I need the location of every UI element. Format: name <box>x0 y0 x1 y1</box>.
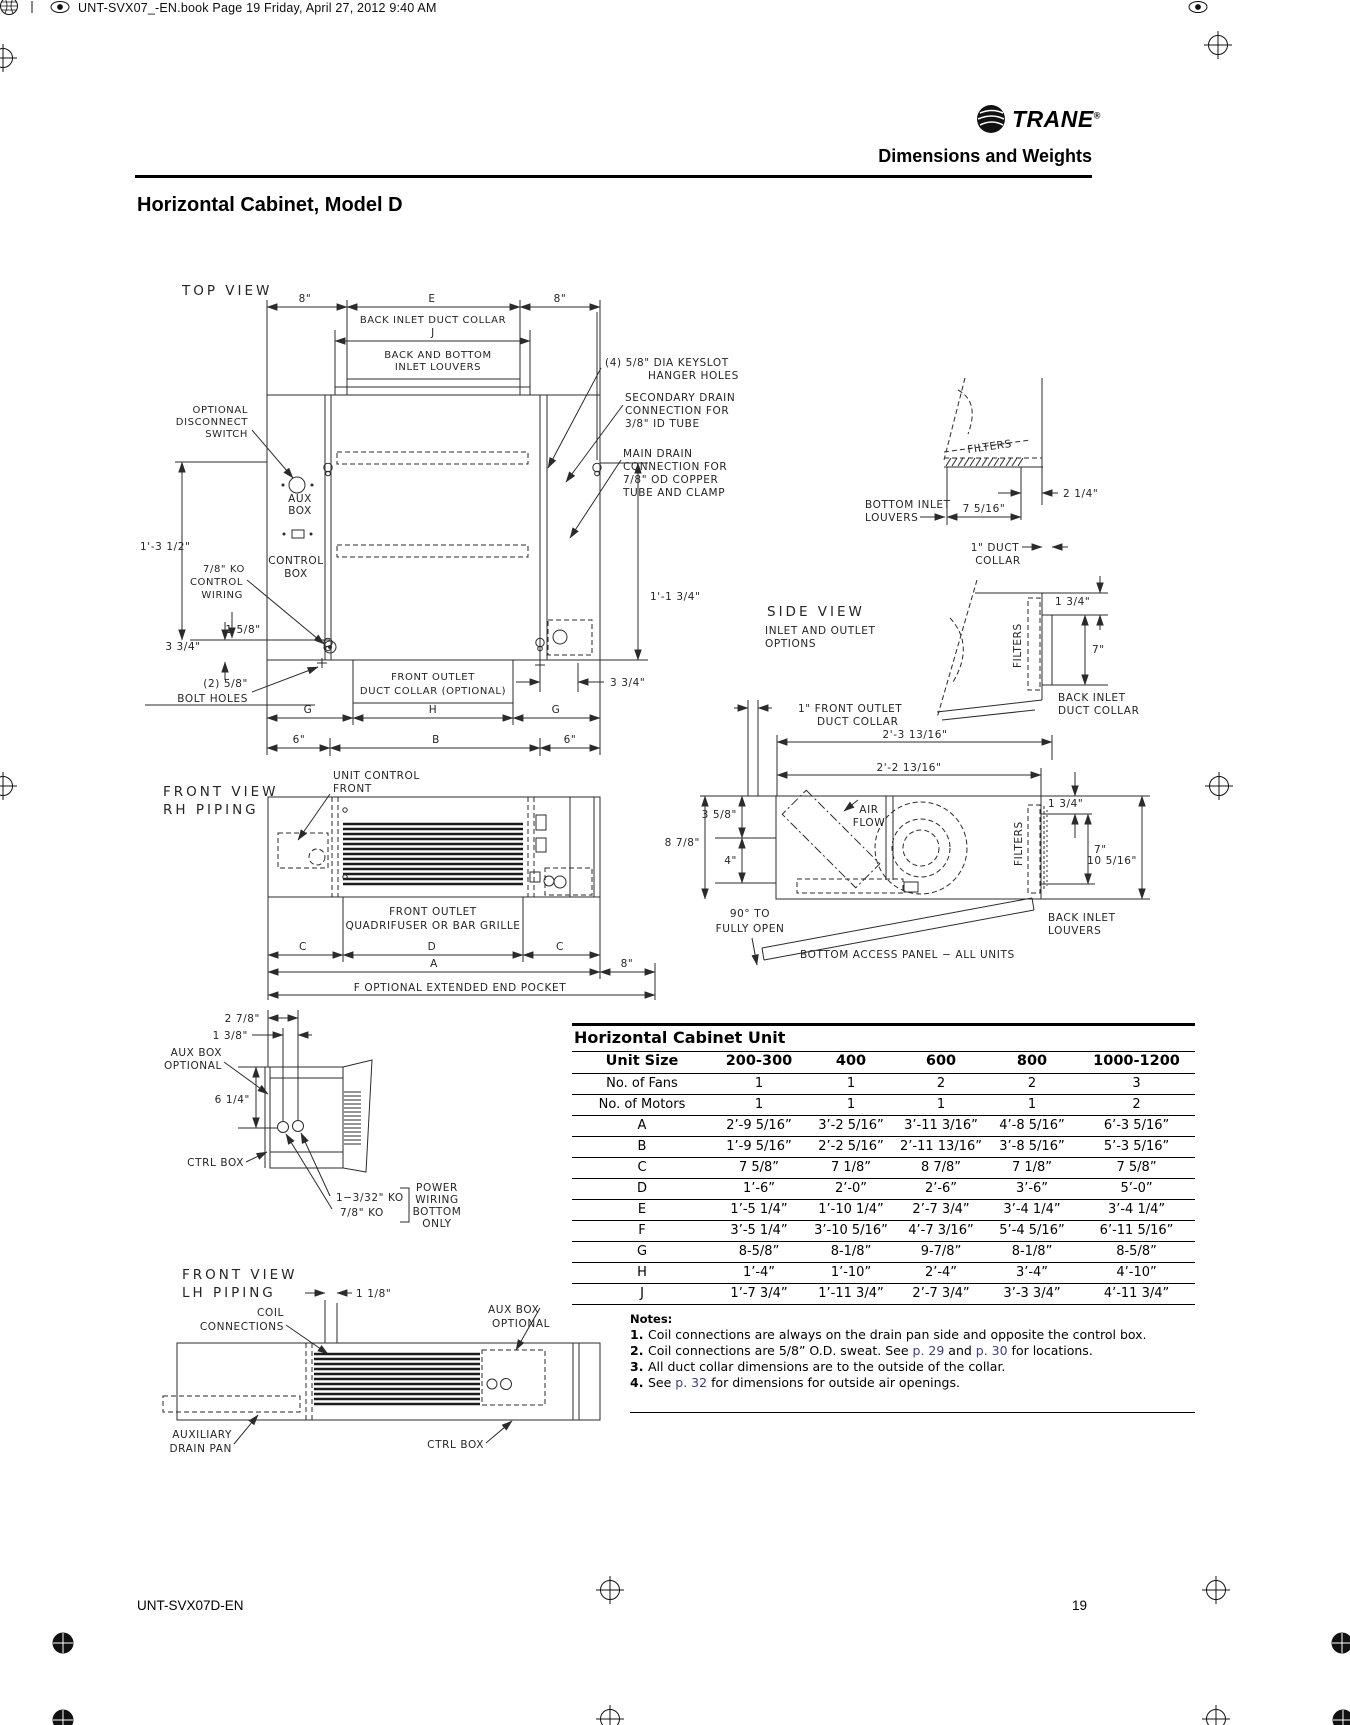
registration-mark-icon <box>1204 31 1232 59</box>
bottom-inlet-louvers-label: LOUVERS <box>865 512 919 524</box>
side-view-title: SIDE VIEW <box>767 604 865 620</box>
page-number: 19 <box>1072 1598 1088 1613</box>
table-row <box>572 1158 1195 1179</box>
back-inlet-duct-collar-label: BACK INLET DUCT COLLAR <box>359 315 507 326</box>
table-row <box>572 1074 1195 1095</box>
top-view-drawing <box>140 283 739 756</box>
dimensions-table <box>572 1023 1195 1305</box>
ko-control-wiring-label: CONTROL <box>189 577 243 588</box>
registration-mark-icon <box>1202 1705 1230 1725</box>
registration-mark-icon <box>0 44 17 72</box>
table-cell: 5’-0” <box>1078 1179 1195 1200</box>
dim-label: 7 5/16" <box>962 503 1006 515</box>
row-label: No. of Motors <box>572 1095 712 1116</box>
note-text: See <box>648 1374 676 1390</box>
dim-label: 4" <box>724 855 737 867</box>
power-wiring-label: POWER <box>416 1182 458 1194</box>
table-row <box>572 1095 1195 1116</box>
table-cell: 1 <box>712 1095 806 1116</box>
note-item <box>630 1375 1195 1391</box>
page-link[interactable]: p. 32 <box>675 1374 708 1390</box>
table-cell: 1’-11 3/4” <box>806 1284 896 1305</box>
note-text: All duct collar dimensions are to the outside of the collar. <box>648 1358 1006 1374</box>
registration-mark-icon <box>596 1705 624 1725</box>
dim-label: 2'-3 13/16" <box>882 729 948 741</box>
table-cell: 7 1/8” <box>986 1158 1078 1179</box>
table-cell: 3’-4 1/4” <box>1078 1200 1195 1221</box>
table-cell: 2’-7 3/4” <box>896 1284 986 1305</box>
table-title: Horizontal Cabinet Unit <box>572 1025 1195 1052</box>
dim-label: 10 5/16" <box>1087 855 1137 867</box>
optional-disconnect-label: OPTIONAL <box>192 405 248 416</box>
page-title: Horizontal Cabinet, Model D <box>137 194 403 216</box>
bottom-access-panel-label: BOTTOM ACCESS PANEL − ALL UNITS <box>800 949 1015 961</box>
table-cell: 2 <box>1078 1095 1195 1116</box>
table-cell: 3’-3 3/4” <box>986 1284 1078 1305</box>
row-label: J <box>572 1284 712 1305</box>
back-bottom-louvers-label: BACK AND BOTTOM <box>384 350 492 361</box>
knockout-label: 7/8" KO <box>340 1207 384 1219</box>
column-header: 200-300 <box>712 1052 806 1074</box>
ctrl-box-label: CTRL BOX <box>427 1439 484 1451</box>
page-link[interactable]: p. 29 <box>912 1342 945 1358</box>
table-cell: 8-1/8” <box>806 1242 896 1263</box>
power-wiring-label: ONLY <box>422 1218 452 1230</box>
row-label: C <box>572 1158 712 1179</box>
table-row <box>572 1263 1195 1284</box>
dim-label: 2 7/8" <box>224 1013 260 1025</box>
front-outlet-grille-label: FRONT OUTLET <box>389 906 477 918</box>
table-cell: 2’-6” <box>896 1179 986 1200</box>
dim-label: 1'-1 3/4" <box>650 591 701 603</box>
power-wiring-label: WIRING <box>415 1194 459 1206</box>
table-cell: 8-5/8” <box>1078 1242 1195 1263</box>
dim-label: B <box>432 734 440 746</box>
side-view-subtitle: INLET AND OUTLET <box>765 625 876 637</box>
column-header: 400 <box>806 1052 896 1074</box>
filters-label: FILTERS <box>1013 821 1025 866</box>
coil-connections-label: COIL <box>257 1307 284 1319</box>
table-cell: 4’-8 5/16” <box>986 1116 1078 1137</box>
note-number: 1. <box>630 1326 644 1342</box>
table-cell: 3’-8 5/16” <box>986 1137 1078 1158</box>
dim-label: D <box>427 941 437 953</box>
main-drain-label: TUBE AND CLAMP <box>623 487 726 499</box>
registration-mark-icon <box>1333 1710 1350 1725</box>
table-cell: 1’-7 3/4” <box>712 1284 806 1305</box>
registration-mark-icon <box>1205 772 1233 800</box>
side-view-lower-drawing <box>665 700 1150 965</box>
dim-label: 1 3/4" <box>1048 798 1084 810</box>
bolt-holes-label: BOLT HOLES <box>177 693 248 705</box>
dim-label: 6" <box>292 734 306 746</box>
table-row <box>572 1221 1195 1242</box>
dim-label: 8 7/8" <box>664 837 700 849</box>
bolt-holes-label: (2) 5/8" <box>203 678 248 690</box>
auxiliary-drain-pan-label: AUXILIARY <box>172 1429 232 1441</box>
main-drain-label: 7/8" OD COPPER <box>623 474 719 486</box>
table-cell: 8 7/8” <box>896 1158 986 1179</box>
dim-label: G <box>551 704 561 716</box>
ctrl-box-label: CTRL BOX <box>187 1157 244 1169</box>
table-cell: 2 <box>986 1074 1078 1095</box>
row-label: A <box>572 1116 712 1137</box>
coil-connections-label: CONNECTIONS <box>199 1321 284 1333</box>
table-cell: 3’-4” <box>986 1263 1078 1284</box>
door-open-label: FULLY OPEN <box>715 923 785 935</box>
control-box-label: CONTROL <box>268 555 324 567</box>
note-item <box>630 1327 1195 1343</box>
dim-label: 7" <box>1092 644 1105 656</box>
dim-label: F OPTIONAL EXTENDED END POCKET <box>353 982 567 994</box>
air-flow-label: FLOW <box>852 817 886 829</box>
table-cell: 1 <box>806 1074 896 1095</box>
row-label: E <box>572 1200 712 1221</box>
table-cell: 2’-2 5/16” <box>806 1137 896 1158</box>
back-inlet-duct-collar-label: BACK INLET <box>1058 692 1126 704</box>
notes-rule <box>630 1412 1195 1413</box>
table-cell: 1 <box>986 1095 1078 1116</box>
front-outlet-grille-label: QUADRIFUSER OR BAR GRILLE <box>345 920 521 932</box>
door-open-label: 90° TO <box>729 908 771 920</box>
dim-label: 3 3/4" <box>610 677 646 689</box>
dim-label: 1 3/4" <box>1055 596 1091 608</box>
column-header: 1000-1200 <box>1078 1052 1195 1074</box>
dim-label: C <box>556 941 564 953</box>
back-inlet-duct-collar-label: DUCT COLLAR <box>1058 705 1140 717</box>
note-text: for dimensions for outside air openings. <box>707 1374 960 1390</box>
brand-wordmark <box>1012 106 1101 133</box>
notes-title: Notes: <box>630 1312 673 1326</box>
brand-name: TRANE <box>1012 106 1094 132</box>
keyslot-hanger-holes-label: HANGER HOLES <box>648 370 739 382</box>
registration-mark-icon <box>0 772 17 800</box>
dim-label: E <box>428 293 436 305</box>
filters-label: FILTERS <box>966 437 1013 457</box>
front-outlet-collar-label: DUCT COLLAR (OPTIONAL) <box>359 686 507 697</box>
document-number: UNT-SVX07D-EN <box>137 1598 244 1613</box>
column-header: Unit Size <box>572 1052 712 1074</box>
top-view-title: TOP VIEW <box>182 283 273 299</box>
front-outlet-duct-collar-label: 1" FRONT OUTLET <box>798 703 903 715</box>
note-number: 3. <box>630 1358 644 1374</box>
column-header: 600 <box>896 1052 986 1074</box>
table-cell: 4’-10” <box>1078 1263 1195 1284</box>
side-view-subtitle: OPTIONS <box>765 638 817 650</box>
knockout-label: 1−3/32" KO <box>336 1192 404 1204</box>
row-label: H <box>572 1263 712 1284</box>
table-cell: 3’-5 1/4” <box>712 1221 806 1242</box>
table-cell: 5’-4 5/16” <box>986 1221 1078 1242</box>
table-cell: 6’-3 5/16” <box>1078 1116 1195 1137</box>
table-cell: 7 5/8” <box>712 1158 806 1179</box>
table-cell: 7 5/8” <box>1078 1158 1195 1179</box>
column-header: 800 <box>986 1052 1078 1074</box>
optional-disconnect-label: DISCONNECT <box>175 417 248 428</box>
table-cell: 2’-9 5/16” <box>712 1116 806 1137</box>
secondary-drain-label: 3/8" ID TUBE <box>625 418 700 430</box>
aux-box-optional-label: AUX BOX <box>170 1047 222 1059</box>
dim-label: 8" <box>553 293 567 305</box>
table-cell: 8-5/8” <box>712 1242 806 1263</box>
filters-label: FILTERS <box>1012 623 1024 668</box>
table-row <box>572 1137 1195 1158</box>
row-label: B <box>572 1137 712 1158</box>
dim-label: 1 1/8" <box>356 1288 392 1300</box>
heading-rule <box>135 175 1092 178</box>
dim-label: 7" <box>1094 844 1107 856</box>
aux-box-optional-label: OPTIONAL <box>492 1318 551 1330</box>
dim-label: 2'-2 13/16" <box>876 762 942 774</box>
note-number: 4. <box>630 1374 644 1390</box>
registration-mark-icon <box>53 1633 73 1653</box>
aux-box-optional-label: OPTIONAL <box>163 1060 222 1072</box>
table-cell: 1’-6” <box>712 1179 806 1200</box>
table-cell: 1 <box>806 1095 896 1116</box>
table-cell: 2’-7 3/4” <box>896 1200 986 1221</box>
registration-mark-icon <box>596 1576 624 1604</box>
page-link[interactable]: p. 30 <box>975 1342 1008 1358</box>
table-row <box>572 1116 1195 1137</box>
front-view-rh-title: FRONT VIEW <box>163 784 279 800</box>
note-text: for locations. <box>1007 1342 1093 1358</box>
front-view-lh-title: FRONT VIEW <box>182 1267 298 1283</box>
dim-label: A <box>430 958 438 970</box>
table-cell: 1 <box>712 1074 806 1095</box>
aux-box-optional-label: AUX BOX <box>488 1304 540 1316</box>
control-box-label: BOX <box>284 568 308 580</box>
back-inlet-louvers-label: BACK INLET <box>1048 912 1116 924</box>
trane-logo-icon <box>977 105 1005 133</box>
front-outlet-duct-collar-label: DUCT COLLAR <box>817 716 899 728</box>
table-cell: 7 1/8” <box>806 1158 896 1179</box>
registered-mark: ® <box>1093 110 1101 121</box>
table-row <box>572 1200 1195 1221</box>
table-row <box>572 1284 1195 1305</box>
note-text: and <box>944 1342 976 1358</box>
unit-control-label: UNIT CONTROL <box>333 770 420 782</box>
table-row <box>572 1179 1195 1200</box>
front-view-rh-drawing <box>163 770 655 1000</box>
side-view-drawing <box>765 542 1139 720</box>
filter-detail-drawing <box>865 378 1098 525</box>
registration-mark-icon <box>1332 1633 1350 1653</box>
back-bottom-louvers-label: INLET LOUVERS <box>394 362 482 373</box>
aux-box-label: BOX <box>288 505 312 517</box>
table-cell: 6’-11 5/16” <box>1078 1221 1195 1242</box>
dim-label: 3 5/8" <box>701 809 737 821</box>
table-cell: 1’-5 1/4” <box>712 1200 806 1221</box>
front-view-lh-title: LH PIPING <box>182 1285 276 1301</box>
table-cell: 4’-11 3/4” <box>1078 1284 1195 1305</box>
registration-mark-icon <box>1202 1576 1230 1604</box>
duct-collar-label: 1" DUCT <box>970 542 1020 554</box>
note-number: 2. <box>630 1342 644 1358</box>
eye-printer-mark-icon <box>1189 2 1207 13</box>
note-item <box>630 1343 1195 1359</box>
table-cell: 3 <box>1078 1074 1195 1095</box>
secondary-drain-label: CONNECTION FOR <box>625 405 730 417</box>
table-cell: 1’-10 1/4” <box>806 1200 896 1221</box>
dim-label: 6" <box>563 734 577 746</box>
dim-label: 8" <box>620 958 634 970</box>
note-text: Coil connections are 5/8” O.D. sweat. See <box>648 1342 913 1358</box>
table-cell: 9-7/8” <box>896 1242 986 1263</box>
table-cell: 2 <box>896 1074 986 1095</box>
power-wiring-label: BOTTOM <box>412 1206 462 1218</box>
dim-label: 6 1/4" <box>214 1094 250 1106</box>
table-cell: 8-1/8” <box>986 1242 1078 1263</box>
optional-disconnect-label: SWITCH <box>205 429 248 440</box>
dim-label: C <box>299 941 307 953</box>
table-cell: 5’-3 5/16” <box>1078 1137 1195 1158</box>
table-cell: 3’-11 3/16” <box>896 1116 986 1137</box>
dim-label: 3 3/4" <box>165 641 201 653</box>
dim-label: 8" <box>298 293 312 305</box>
duct-collar-label: COLLAR <box>975 555 1021 567</box>
dim-label: G <box>303 704 313 716</box>
table-cell: 2’-11 13/16” <box>896 1137 986 1158</box>
ko-control-wiring-label: WIRING <box>201 590 243 601</box>
table-cell: 1’-4” <box>712 1263 806 1284</box>
row-label: F <box>572 1221 712 1242</box>
globe-printer-mark-icon <box>1 0 18 15</box>
note-item <box>630 1359 1195 1375</box>
table-cell: 3’-2 5/16” <box>806 1116 896 1137</box>
front-view-rh-title: RH PIPING <box>163 802 259 818</box>
front-view-lh-drawing <box>163 1267 600 1455</box>
table-cell: 1’-10” <box>806 1263 896 1284</box>
table-row <box>572 1242 1195 1263</box>
main-drain-label: MAIN DRAIN <box>623 448 693 460</box>
row-label: G <box>572 1242 712 1263</box>
dim-label: H <box>428 704 438 716</box>
table-cell: 3’-10 5/16” <box>806 1221 896 1242</box>
dim-label: J <box>431 327 435 339</box>
auxiliary-drain-pan-label: DRAIN PAN <box>169 1443 232 1455</box>
eye-printer-mark-icon <box>51 2 69 13</box>
air-flow-label: AIR <box>859 804 879 816</box>
front-outlet-collar-label: FRONT OUTLET <box>391 672 475 683</box>
note-text: Coil connections are always on the drain pan side and opposite the control box. <box>648 1326 1147 1342</box>
row-label: No. of Fans <box>572 1074 712 1095</box>
keyslot-hanger-holes-label: (4) 5/8" DIA KEYSLOT <box>605 357 729 369</box>
aux-box-detail-drawing <box>164 1010 461 1230</box>
back-inlet-louvers-label: LOUVERS <box>1048 925 1102 937</box>
table-cell: 3’-6” <box>986 1179 1078 1200</box>
notes-block <box>630 1312 1195 1391</box>
table-cell: 1’-9 5/16” <box>712 1137 806 1158</box>
dim-label: 1'-3 1/2" <box>140 541 191 553</box>
table-cell: 4’-7 3/16” <box>896 1221 986 1242</box>
dim-label: 1 5/8" <box>225 624 261 636</box>
bottom-inlet-louvers-label: BOTTOM INLET <box>865 499 951 511</box>
ko-control-wiring-label: 7/8" KO <box>203 564 245 575</box>
table-cell: 3’-4 1/4” <box>986 1200 1078 1221</box>
dim-label: 2 1/4" <box>1063 488 1099 500</box>
secondary-drain-label: SECONDARY DRAIN <box>625 392 736 404</box>
book-header-line: UNT-SVX07_-EN.book Page 19 Friday, April 27, 2012 9:40 AM <box>78 1 437 15</box>
registration-mark-icon <box>53 1710 73 1725</box>
table-cell: 2’-4” <box>896 1263 986 1284</box>
table-cell: 1 <box>896 1095 986 1116</box>
aux-box-label: AUX <box>288 493 312 505</box>
table-cell: 2’-0” <box>806 1179 896 1200</box>
section-heading: Dimensions and Weights <box>878 146 1092 166</box>
row-label: D <box>572 1179 712 1200</box>
dim-label: 1 3/8" <box>212 1030 248 1042</box>
unit-control-label: FRONT <box>333 783 372 795</box>
main-drain-label: CONNECTION FOR <box>623 461 728 473</box>
